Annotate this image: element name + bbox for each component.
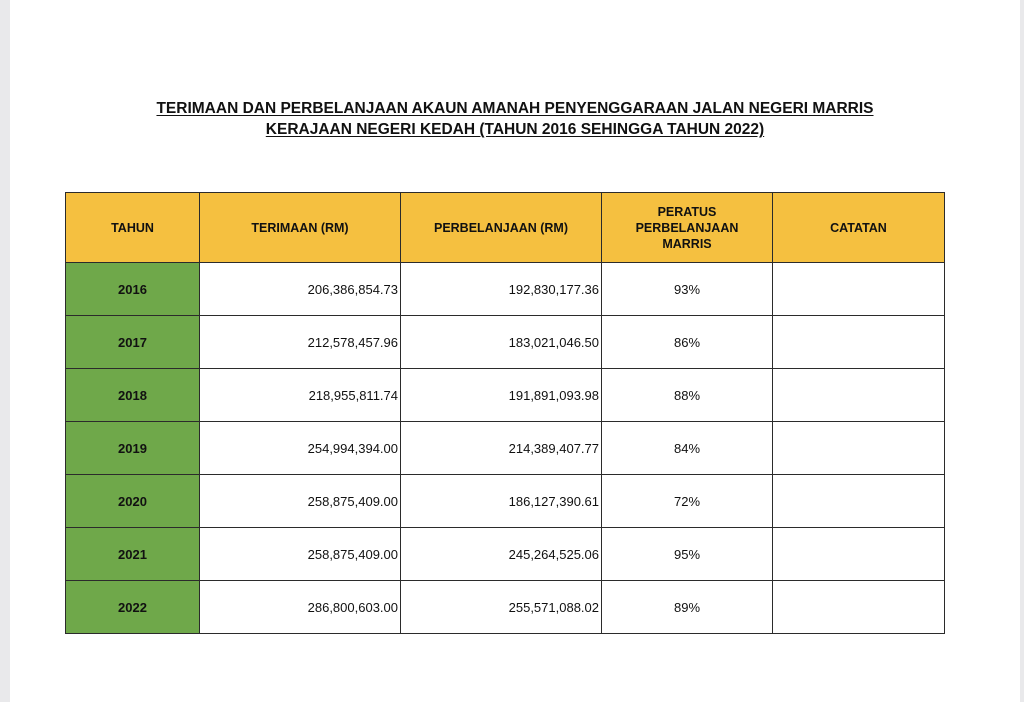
year-cell: 2021 [66, 528, 200, 581]
header-notes: CATATAN [773, 193, 945, 263]
document-page [10, 0, 1020, 702]
header-percent [602, 193, 773, 263]
header-percent-line-1: PERATUS [657, 204, 717, 219]
header-percent-line-3: MARRIS [662, 236, 712, 251]
table-row [66, 581, 945, 634]
receipts-cell: 218,955,811.74 [200, 369, 401, 422]
percent-cell: 89% [602, 581, 773, 634]
year-cell: 2019 [66, 422, 200, 475]
table-row [66, 422, 945, 475]
percent-cell: 72% [602, 475, 773, 528]
percent-cell: 88% [602, 369, 773, 422]
expenditure-cell: 192,830,177.36 [401, 263, 602, 316]
document-title [10, 98, 1020, 140]
percent-cell: 93% [602, 263, 773, 316]
expenditure-cell: 255,571,088.02 [401, 581, 602, 634]
receipts-cell: 258,875,409.00 [200, 528, 401, 581]
header-year: TAHUN [66, 193, 200, 263]
table-row [66, 369, 945, 422]
table-row [66, 528, 945, 581]
receipts-cell: 286,800,603.00 [200, 581, 401, 634]
header-receipts: TERIMAAN (RM) [200, 193, 401, 263]
title-line-1: TERIMAAN DAN PERBELANJAAN AKAUN AMANAH PENYENGGARAAN JALAN NEGERI MARRIS [156, 100, 874, 117]
notes-cell [773, 422, 945, 475]
year-cell: 2017 [66, 316, 200, 369]
title-line-2: KERAJAAN NEGERI KEDAH (TAHUN 2016 SEHINGGA TAHUN 2022) [265, 121, 765, 138]
finance-table [65, 192, 945, 634]
notes-cell [773, 263, 945, 316]
percent-cell: 86% [602, 316, 773, 369]
notes-cell [773, 528, 945, 581]
expenditure-cell: 183,021,046.50 [401, 316, 602, 369]
table-row [66, 316, 945, 369]
year-cell: 2018 [66, 369, 200, 422]
receipts-cell: 258,875,409.00 [200, 475, 401, 528]
percent-cell: 84% [602, 422, 773, 475]
table-row [66, 263, 945, 316]
percent-cell: 95% [602, 528, 773, 581]
year-cell: 2016 [66, 263, 200, 316]
expenditure-cell: 245,264,525.06 [401, 528, 602, 581]
notes-cell [773, 369, 945, 422]
header-percent-line-2: PERBELANJAAN [635, 220, 739, 235]
header-expenditure: PERBELANJAAN (RM) [401, 193, 602, 263]
expenditure-cell: 214,389,407.77 [401, 422, 602, 475]
notes-cell [773, 581, 945, 634]
receipts-cell: 206,386,854.73 [200, 263, 401, 316]
expenditure-cell: 186,127,390.61 [401, 475, 602, 528]
table-row [66, 475, 945, 528]
receipts-cell: 254,994,394.00 [200, 422, 401, 475]
receipts-cell: 212,578,457.96 [200, 316, 401, 369]
header-row [66, 193, 945, 263]
notes-cell [773, 475, 945, 528]
notes-cell [773, 316, 945, 369]
year-cell: 2020 [66, 475, 200, 528]
year-cell: 2022 [66, 581, 200, 634]
expenditure-cell: 191,891,093.98 [401, 369, 602, 422]
